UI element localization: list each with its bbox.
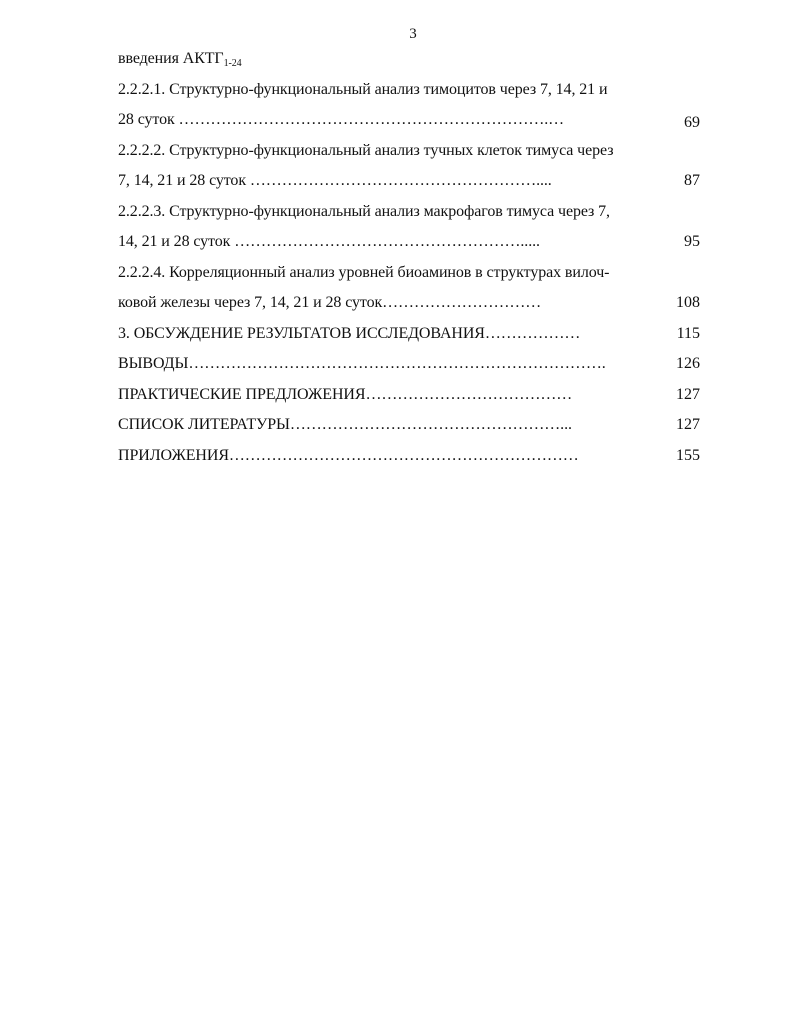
toc-entry-3-line2 bbox=[118, 227, 708, 258]
toc-entry-2-line2 bbox=[118, 166, 708, 197]
toc-section-title: ПРИЛОЖЕНИЯ………………………………………………………… bbox=[118, 446, 579, 464]
toc-section-title: СПИСОК ЛИТЕРАТУРЫ……………………………………………... bbox=[118, 416, 572, 433]
toc-entry-2-line1 bbox=[118, 136, 708, 167]
table-of-contents bbox=[118, 44, 708, 471]
toc-section-title: 3. ОБСУЖДЕНИЕ РЕЗУЛЬТАТОВ ИССЛЕДОВАНИЯ……………… bbox=[118, 324, 581, 342]
toc-entry-text: 2.2.2.3. Структурно-функциональный анализ макрофагов тимуса через 7, bbox=[118, 202, 610, 220]
toc-entry-text: 14, 21 и 28 суток ………………………………………………..... bbox=[118, 233, 540, 250]
continuation-subscript: 1-24 bbox=[223, 58, 242, 69]
toc-entry-text: 2.2.2.1. Структурно-функциональный анализ тимоцитов через 7, 14, 21 и bbox=[118, 80, 608, 98]
toc-entry-1-line2 bbox=[118, 105, 708, 136]
toc-entry-4-line1 bbox=[118, 258, 708, 289]
toc-section-title: ВЫВОДЫ……………………………………………………………………. bbox=[118, 355, 606, 372]
toc-entry-3-line1 bbox=[118, 197, 708, 228]
toc-section-discussion bbox=[118, 319, 708, 350]
toc-entry-page: 69 bbox=[684, 114, 700, 131]
toc-section-page: 115 bbox=[676, 324, 700, 342]
continuation-text: введения АКТГ bbox=[118, 50, 224, 67]
toc-section-references bbox=[118, 410, 708, 441]
toc-section-page: 126 bbox=[676, 355, 700, 372]
toc-section-title: ПРАКТИЧЕСКИЕ ПРЕДЛОЖЕНИЯ………………………………… bbox=[118, 385, 573, 403]
toc-entry-1-line1 bbox=[118, 75, 708, 106]
toc-entry-page: 87 bbox=[684, 172, 700, 189]
toc-section-practical-proposals bbox=[118, 380, 708, 411]
toc-entry-4-line2 bbox=[118, 288, 708, 319]
toc-entry-text: 28 суток …………………………………………………………….… bbox=[118, 111, 565, 128]
toc-section-page: 127 bbox=[676, 385, 700, 403]
toc-section-appendices bbox=[118, 441, 708, 472]
toc-section-conclusions bbox=[118, 349, 708, 380]
page-number: 3 bbox=[409, 26, 417, 42]
toc-entry-page: 108 bbox=[676, 294, 700, 311]
toc-section-page: 127 bbox=[676, 416, 700, 433]
toc-continuation-line bbox=[118, 44, 708, 75]
toc-entry-text: ковой железы через 7, 14, 21 и 28 суток………………………… bbox=[118, 294, 542, 311]
toc-entry-text: 7, 14, 21 и 28 суток ……………………………………………….... bbox=[118, 172, 552, 189]
toc-entry-page: 95 bbox=[684, 233, 700, 250]
toc-section-page: 155 bbox=[676, 446, 700, 464]
toc-entry-text: 2.2.2.2. Структурно-функциональный анализ тучных клеток тимуса через bbox=[118, 141, 614, 159]
toc-entry-text: 2.2.2.4. Корреляционный анализ уровней биоаминов в структурах вилоч- bbox=[118, 263, 610, 281]
